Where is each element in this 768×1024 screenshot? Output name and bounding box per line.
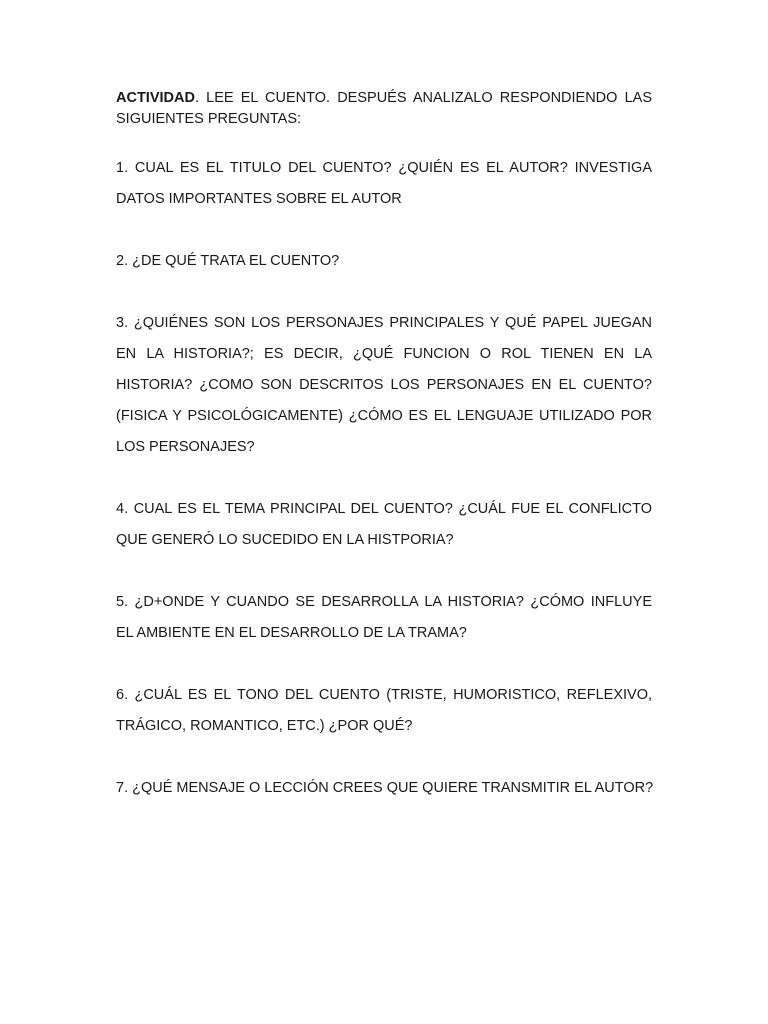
question-3: 3. ¿QUIÉNES SON LOS PERSONAJES PRINCIPALES Y QUÉ PAPEL JUEGAN EN LA HISTORIA?; ES DECIR, ¿QUÉ FUNCION O ROL TIENEN EN LA HISTORIA? ¿COMO SON DESCRITOS LOS PERSONAJES EN EL CUENTO? (FISICA Y PSICOLÓGICAMENTE) ¿CÓMO ES EL LENGUAJE UTILIZADO POR LOS PERSONAJES? (116, 315, 652, 455)
question-7: 7. ¿QUÉ MENSAJE O LECCIÓN CREES QUE QUIERE TRANSMITIR EL AUTOR? (116, 780, 654, 796)
document-body (116, 88, 652, 804)
question-4: 4. CUAL ES EL TEMA PRINCIPAL DEL CUENTO? ¿CUÁL FUE EL CONFLICTO QUE GENERÓ LO SUCEDIDO EN LA HISTPORIA? (116, 501, 652, 548)
activity-instructions (116, 88, 652, 130)
activity-instructions-text: . LEE EL CUENTO. DESPUÉS ANALIZALO RESPONDIENDO LAS SIGUIENTES PREGUNTAS: (116, 90, 652, 127)
question-6: 6. ¿CUÁL ES EL TONO DEL CUENTO (TRISTE, HUMORISTICO, REFLEXIVO, TRÁGICO, ROMANTICO, ETC.) ¿POR QUÉ? (116, 687, 652, 734)
question-5: 5. ¿D+ONDE Y CUANDO SE DESARROLLA LA HISTORIA? ¿CÓMO INFLUYE EL AMBIENTE EN EL DESARROLLO DE LA TRAMA? (116, 594, 652, 641)
question-1: 1. CUAL ES EL TITULO DEL CUENTO? ¿QUIÉN ES EL AUTOR? INVESTIGA DATOS IMPORTANTES SOBRE EL AUTOR (116, 160, 652, 207)
activity-label: ACTIVIDAD (116, 90, 195, 106)
question-2: 2. ¿DE QUÉ TRATA EL CUENTO? (116, 253, 340, 269)
